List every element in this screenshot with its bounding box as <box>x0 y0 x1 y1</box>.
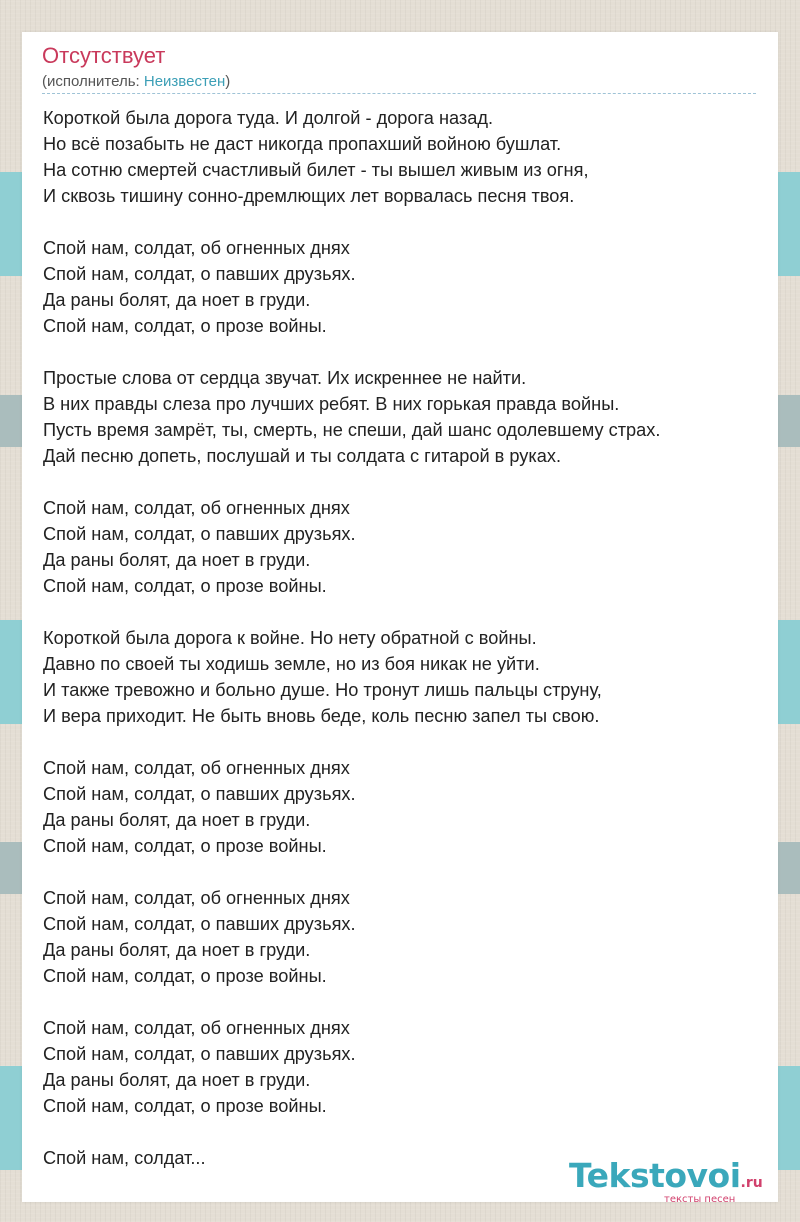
lyric-line: И вера приходит. Не быть вновь беде, коль песню запел ты свою. <box>43 706 600 726</box>
lyric-line: Да раны болят, да ноет в груди. <box>43 550 311 570</box>
lyric-line: Спой нам, солдат, о павших друзьях. <box>43 914 356 934</box>
lyric-line: Спой нам, солдат, об огненных днях <box>43 1018 350 1038</box>
lyric-line: Давно по своей ты ходишь земле, но из боя никак не уйти. <box>43 654 540 674</box>
stanza-gap <box>43 859 763 885</box>
lyric-line: Спой нам, солдат... <box>43 1148 206 1168</box>
lyric-line: Спой нам, солдат, об огненных днях <box>43 758 350 778</box>
lyric-line: Короткой была дорога туда. И долгой - дорога назад. <box>43 108 494 128</box>
lyric-line: В них правды слеза про лучших ребят. В них горькая правда войны. <box>43 394 620 414</box>
logo-tld: .ru <box>740 1175 763 1191</box>
lyric-line: Спой нам, солдат, о прозе войны. <box>43 1096 327 1116</box>
site-logo[interactable] <box>569 1156 763 1205</box>
lyrics-card <box>22 32 778 1205</box>
lyric-line: Пусть время замрёт, ты, смерть, не спеши, дай шанс одолевшему страх. <box>43 420 661 440</box>
lyric-line: Спой нам, солдат, об огненных днях <box>43 888 350 908</box>
stanza-gap <box>43 989 763 1015</box>
lyric-line: Но всё позабыть не даст никогда пропахший войною бушлат. <box>43 134 562 154</box>
lyric-line: Спой нам, солдат, о павших друзьях. <box>43 784 356 804</box>
lyric-line: Да раны болят, да ноет в груди. <box>43 940 311 960</box>
artist-link[interactable]: Неизвестен <box>143 73 226 90</box>
lyric-line: Да раны болят, да ноет в груди. <box>43 290 311 310</box>
lyric-line: Спой нам, солдат, о прозе войны. <box>43 316 327 336</box>
artist-suffix: ) <box>225 73 231 90</box>
lyric-line: Простые слова от сердца звучат. Их искреннее не найти. <box>43 368 527 388</box>
stanza-gap <box>43 469 763 495</box>
lyric-line: Спой нам, солдат, о павших друзьях. <box>43 524 356 544</box>
lyric-line: На сотню смертей счастливый билет - ты вышел живым из огня, <box>43 160 589 180</box>
lyric-line: Да раны болят, да ноет в груди. <box>43 810 311 830</box>
stanza-gap <box>43 1119 763 1145</box>
logo-tagline: тексты песен <box>664 1194 736 1205</box>
artist-prefix: (исполнитель: <box>42 73 144 90</box>
stanza-gap <box>43 599 763 625</box>
lyric-line: Да раны болят, да ноет в груди. <box>43 1070 311 1090</box>
lyric-line: Спой нам, солдат, о прозе войны. <box>43 966 327 986</box>
lyric-line: И также тревожно и больно душе. Но тронут лишь пальцы струну, <box>43 680 602 700</box>
lyric-line: Дай песню допеть, послушай и ты солдата с гитарой в руках. <box>43 446 561 466</box>
logo-name: Tekstovoi <box>569 1156 741 1195</box>
lyric-line: Спой нам, солдат, о павших друзьях. <box>43 264 356 284</box>
lyric-line: Спой нам, солдат, о прозе войны. <box>43 836 327 856</box>
stanza-gap <box>43 729 763 755</box>
lyrics-text <box>43 105 763 1171</box>
artist-line <box>42 73 230 90</box>
lyric-line: Спой нам, солдат, об огненных днях <box>43 498 350 518</box>
stanza-gap <box>43 339 763 365</box>
lyric-line: Спой нам, солдат, о прозе войны. <box>43 576 327 596</box>
song-title: Отсутствует <box>42 43 166 68</box>
lyric-line: И сквозь тишину сонно-дремлющих лет ворвалась песня твоя. <box>43 186 575 206</box>
lyric-line: Спой нам, солдат, о павших друзьях. <box>43 1044 356 1064</box>
stanza-gap <box>43 209 763 235</box>
lyric-line: Спой нам, солдат, об огненных днях <box>43 238 350 258</box>
title-divider <box>42 93 756 94</box>
lyric-line: Короткой была дорога к войне. Но нету обратной с войны. <box>43 628 537 648</box>
